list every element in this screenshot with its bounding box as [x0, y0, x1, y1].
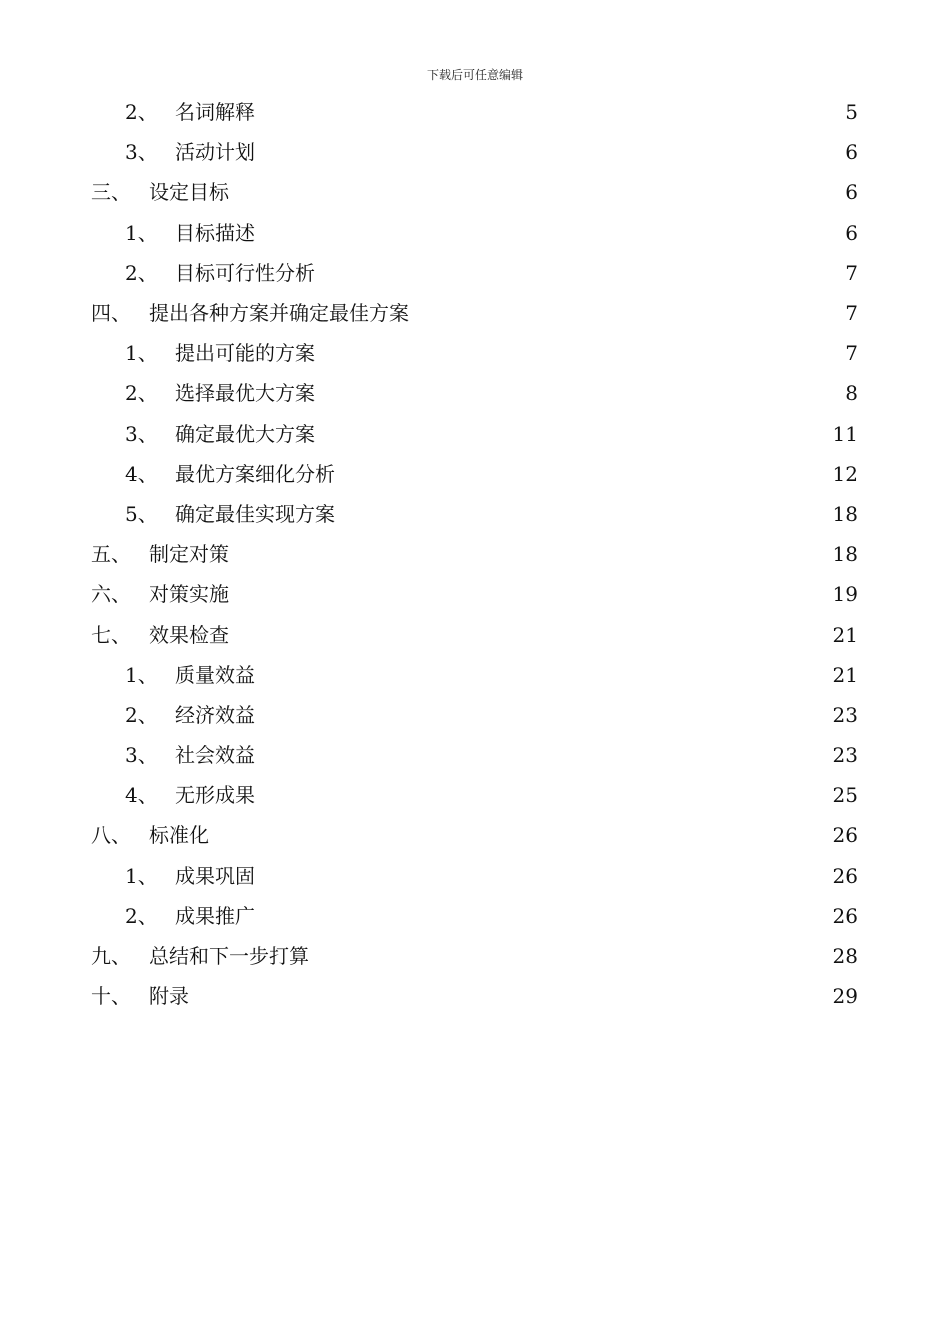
toc-entry[interactable] [0, 856, 950, 896]
toc-entry[interactable] [0, 172, 950, 212]
toc-entry[interactable] [0, 695, 950, 735]
toc-entry-number: 2、 [125, 381, 158, 406]
toc-entry-number: 3、 [125, 421, 158, 446]
toc-entry-page-number: 11 [832, 421, 858, 446]
dot-leader [257, 223, 842, 243]
toc-entry-page-number: 7 [845, 260, 858, 285]
dot-leader [317, 424, 830, 444]
toc-entry-page-number: 23 [832, 702, 858, 727]
toc-entry-page-number: 26 [832, 903, 858, 928]
dot-leader [337, 504, 830, 524]
dot-leader [211, 825, 830, 845]
toc-entry-page-number: 25 [832, 783, 858, 808]
toc-entry-number: 七、 [91, 622, 131, 647]
toc-entry[interactable] [0, 494, 950, 534]
toc-entry-title: 制定对策 [149, 542, 229, 567]
dot-leader [257, 102, 842, 122]
toc-entry-number: 1、 [125, 863, 158, 888]
toc-entry-page-number: 28 [832, 944, 858, 969]
toc-entry-page-number: 5 [845, 100, 858, 125]
toc-entry[interactable] [0, 976, 950, 1016]
toc-entry-number: 1、 [125, 220, 158, 245]
toc-entry-page-number: 19 [832, 582, 858, 607]
toc-entry-number: 十、 [91, 984, 131, 1009]
toc-entry[interactable] [0, 896, 950, 936]
toc-entry[interactable] [0, 815, 950, 855]
toc-entry-title: 无形成果 [175, 783, 255, 808]
dot-leader [257, 665, 830, 685]
dot-leader [257, 745, 830, 765]
toc-entry[interactable] [0, 213, 950, 253]
toc-entry-title: 设定目标 [149, 180, 229, 205]
toc-entry-number: 1、 [125, 341, 158, 366]
toc-entry[interactable] [0, 333, 950, 373]
dot-leader [191, 986, 830, 1006]
toc-entry-number: 四、 [91, 301, 131, 326]
toc-entry-page-number: 12 [832, 461, 858, 486]
toc-entry-title: 选择最优大方案 [175, 381, 315, 406]
toc-entry-title: 提出各种方案并确定最佳方案 [149, 301, 409, 326]
toc-entry-number: 八、 [91, 823, 131, 848]
toc-entry-page-number: 7 [845, 301, 858, 326]
dot-leader [231, 182, 842, 202]
toc-entry-number: 1、 [125, 662, 158, 687]
toc-entry-title: 对策实施 [149, 582, 229, 607]
dot-leader [231, 584, 830, 604]
dot-leader [257, 142, 842, 162]
dot-leader [337, 464, 830, 484]
toc-entry-title: 成果巩固 [175, 863, 255, 888]
toc-entry-number: 2、 [125, 100, 158, 125]
table-of-contents [0, 92, 950, 1016]
toc-entry-title: 名词解释 [175, 100, 255, 125]
toc-entry[interactable] [0, 614, 950, 654]
toc-entry-page-number: 6 [845, 180, 858, 205]
toc-entry-title: 效果检查 [149, 622, 229, 647]
toc-entry-page-number: 6 [845, 220, 858, 245]
toc-entry-title: 社会效益 [175, 743, 255, 768]
toc-entry[interactable] [0, 936, 950, 976]
toc-entry-page-number: 21 [832, 662, 858, 687]
toc-entry-page-number: 26 [832, 863, 858, 888]
toc-entry[interactable] [0, 253, 950, 293]
dot-leader [257, 906, 830, 926]
toc-entry-title: 标准化 [149, 823, 209, 848]
toc-entry-title: 附录 [149, 984, 189, 1009]
dot-leader [411, 303, 842, 323]
toc-entry-title: 目标可行性分析 [175, 260, 315, 285]
toc-entry-page-number: 18 [832, 542, 858, 567]
toc-entry-number: 2、 [125, 260, 158, 285]
toc-entry-number: 4、 [125, 461, 158, 486]
toc-entry-number: 六、 [91, 582, 131, 607]
toc-entry-page-number: 21 [832, 622, 858, 647]
toc-entry[interactable] [0, 735, 950, 775]
toc-entry-title: 最优方案细化分析 [175, 461, 335, 486]
toc-entry-title: 活动计划 [175, 140, 255, 165]
dot-leader [317, 263, 842, 283]
toc-entry-number: 4、 [125, 783, 158, 808]
dot-leader [257, 866, 830, 886]
toc-entry[interactable] [0, 574, 950, 614]
toc-entry-page-number: 29 [832, 984, 858, 1009]
dot-leader [257, 705, 830, 725]
dot-leader [231, 625, 830, 645]
header-note: 下载后可任意编辑 [426, 68, 523, 82]
toc-entry-number: 3、 [125, 743, 158, 768]
toc-entry-number: 3、 [125, 140, 158, 165]
toc-entry[interactable] [0, 132, 950, 172]
toc-entry[interactable] [0, 454, 950, 494]
toc-entry-number: 五、 [91, 542, 131, 567]
toc-entry[interactable] [0, 775, 950, 815]
toc-entry[interactable] [0, 414, 950, 454]
dot-leader [257, 785, 830, 805]
toc-entry[interactable] [0, 293, 950, 333]
toc-entry-page-number: 23 [832, 743, 858, 768]
toc-entry-number: 2、 [125, 903, 158, 928]
toc-entry-number: 5、 [125, 501, 158, 526]
toc-entry-title: 目标描述 [175, 220, 255, 245]
toc-entry[interactable] [0, 534, 950, 574]
toc-entry-page-number: 7 [845, 341, 858, 366]
toc-entry[interactable] [0, 655, 950, 695]
toc-entry-title: 确定最佳实现方案 [175, 501, 335, 526]
toc-entry-title: 经济效益 [175, 702, 255, 727]
toc-entry-title: 确定最优大方案 [175, 421, 315, 446]
toc-entry-number: 2、 [125, 702, 158, 727]
toc-entry-number: 三、 [91, 180, 131, 205]
toc-entry[interactable] [0, 373, 950, 413]
toc-entry-title: 总结和下一步打算 [149, 944, 309, 969]
dot-leader [317, 343, 842, 363]
toc-entry-page-number: 18 [832, 501, 858, 526]
toc-entry-title: 成果推广 [175, 903, 255, 928]
dot-leader [231, 544, 830, 564]
dot-leader [317, 383, 842, 403]
dot-leader [311, 946, 830, 966]
toc-entry-page-number: 8 [845, 381, 858, 406]
toc-entry-page-number: 26 [832, 823, 858, 848]
toc-entry-page-number: 6 [845, 140, 858, 165]
toc-entry-title: 提出可能的方案 [175, 341, 315, 366]
toc-entry-number: 九、 [91, 944, 131, 969]
toc-entry[interactable] [0, 92, 950, 132]
toc-entry-title: 质量效益 [175, 662, 255, 687]
